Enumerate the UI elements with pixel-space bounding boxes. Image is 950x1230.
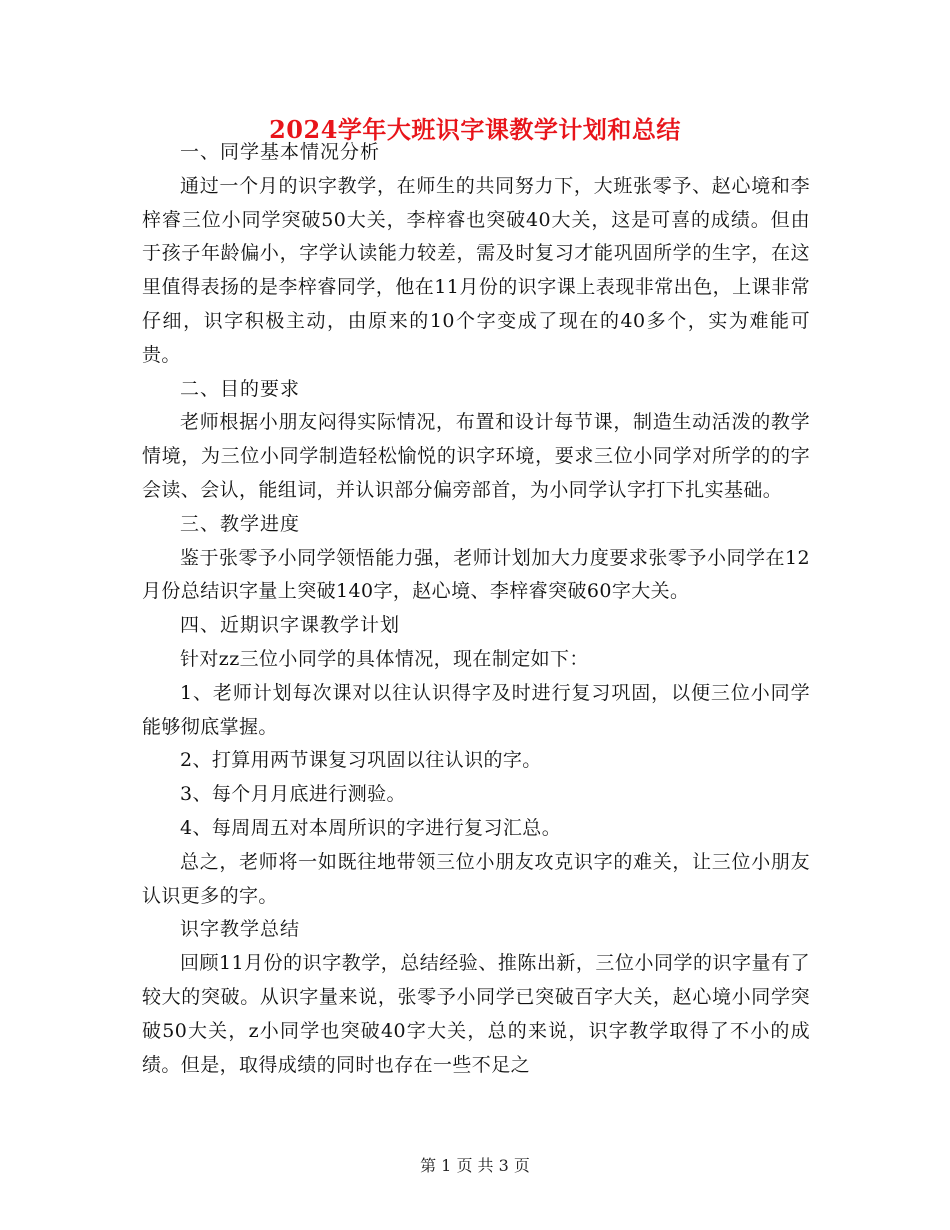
paragraph-summary: 回顾11月份的识字教学，总结经验、推陈出新，三位小同学的识字量有了较大的突破。从识字量来说，张零予小同学已突破百字大关，赵心境小同学突破50大关，z小同学也突破40字大关，总的来说，识字教学取得了不小的成绩。但是，取得成绩的同时也存在一些不足之 bbox=[142, 952, 810, 1076]
plan-item-4: 4、每周周五对本周所识的字进行复习汇总。 bbox=[180, 816, 562, 839]
document-body bbox=[142, 136, 810, 1082]
page-footer: 第 1 页 共 3 页 bbox=[420, 1156, 530, 1175]
paragraph-progress: 鉴于张零予小同学领悟能力强，老师计划加大力度要求张零予小同学在12月份总结识字量上突破140字，赵心境、李梓睿突破60字大关。 bbox=[142, 546, 810, 603]
plan-item-1: 1、老师计划每次课对以往认识得字及时进行复习巩固，以便三位小同学能够彻底掌握。 bbox=[142, 681, 810, 738]
section-heading-situation: 一、同学基本情况分析 bbox=[180, 141, 381, 163]
paragraph-situation: 通过一个月的识字教学，在师生的共同努力下，大班张零予、赵心境和李梓睿三位小同学突破50大关，李梓睿也突破40大关，这是可喜的成绩。但由于孩子年龄偏小，字学认读能力较差，需及时复习才能巩固所学的生字，在这里值得表扬的是李梓睿同学，他在11月份的识字课上表现非常出色，上课非常仔细，识字积极主动，由原来的10个字变成了现在的40多个，实为难能可贵。 bbox=[142, 174, 810, 366]
document-title: 2024学年大班识字课教学计划和总结 bbox=[269, 115, 681, 144]
paragraph-plan-conclusion: 总之，老师将一如既往地带领三位小朋友攻克识字的难关，让三位小朋友认识更多的字。 bbox=[142, 850, 810, 907]
section-heading-summary: 识字教学总结 bbox=[180, 918, 301, 941]
paragraph-goals: 老师根据小朋友闷得实际情况，布置和设计每节课，制造生动活泼的教学情境，为三位小同学制造轻松愉悦的识字环境，要求三位小同学对所学的的字会读、会认，能组词，并认识部分偏旁部首，为小同学认字打下扎实基础。 bbox=[142, 411, 810, 501]
section-heading-progress: 三、教学进度 bbox=[180, 512, 301, 535]
section-heading-plan: 四、近期识字课教学计划 bbox=[180, 614, 401, 637]
paragraph-plan-intro: 针对zz三位小同学的具体情况，现在制定如下： bbox=[180, 647, 589, 670]
plan-item-3: 3、每个月月底进行测验。 bbox=[180, 783, 406, 806]
section-heading-goals: 二、目的要求 bbox=[180, 377, 301, 400]
plan-item-2: 2、打算用两节课复习巩固以往认识的字。 bbox=[180, 749, 542, 772]
